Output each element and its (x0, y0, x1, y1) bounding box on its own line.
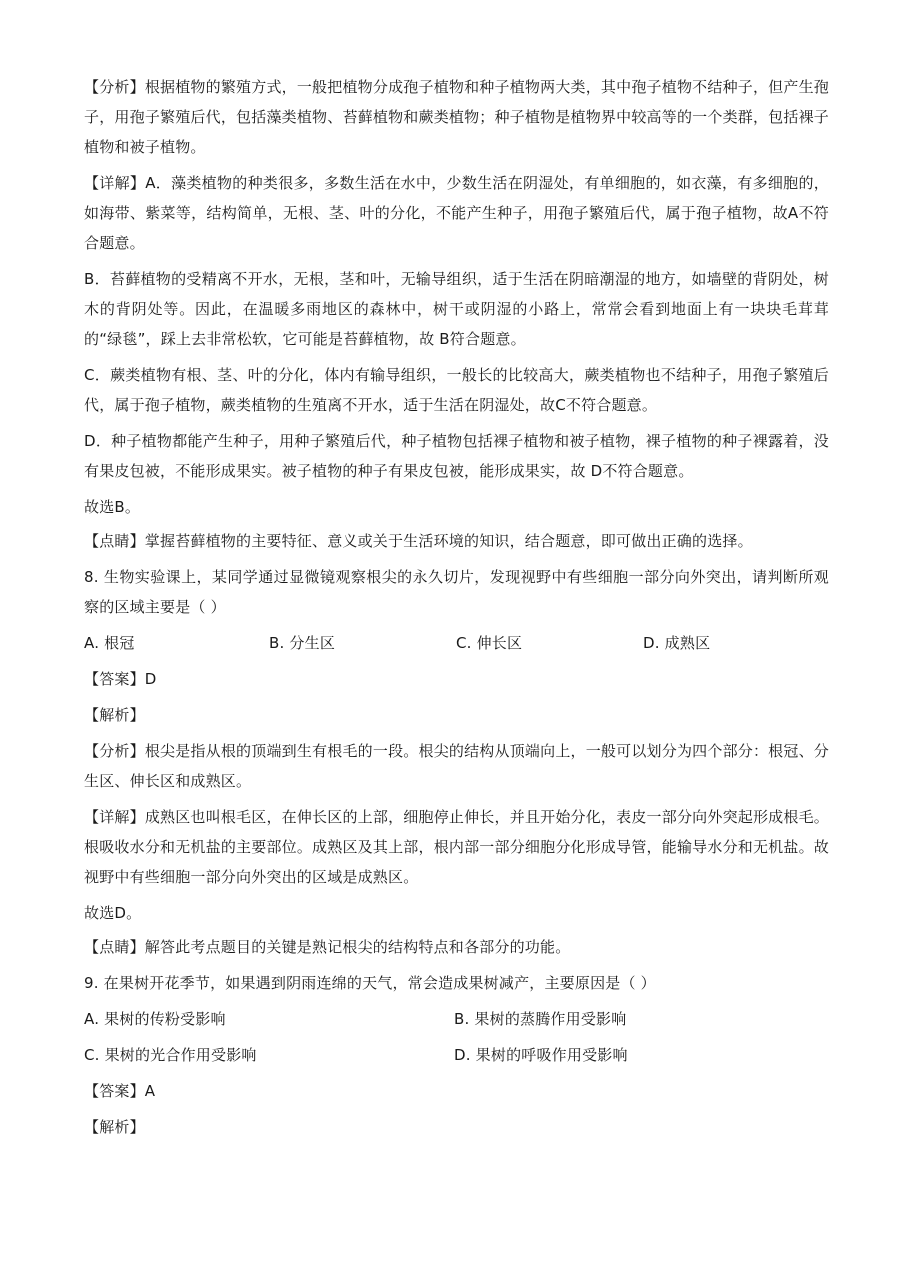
q9-options-row-1 (84, 1004, 829, 1034)
q8-options (84, 628, 829, 658)
q7-detail-b: B．苔藓植物的受精离不开水，无根，茎和叶，无输导组织，适于生活在阴暗潮湿的地方，如墙壁的背阴处，树木的背阴处等。因此，在温暖多雨地区的森林中，树干或阴湿的小路上，常常会看到地面上有一块块毛茸茸的“绿毯”，踩上去非常松软，它可能是苔藓植物，故 B符合题意。 (84, 270, 829, 348)
q8-analysis: 【分析】根尖是指从根的顶端到生有根毛的一段。根尖的结构从顶端向上，一般可以划分为四个部分：根冠、分生区、伸长区和成熟区。 (84, 742, 829, 790)
q9-stem: 9. 在果树开花季节，如果遇到阴雨连绵的天气，常会造成果树减产，主要原因是（ ） (84, 974, 656, 992)
q9-option-d: D. 果树的呼吸作用受影响 (454, 1046, 628, 1064)
q9-answer: 【答案】A (84, 1082, 156, 1100)
q9-parse-heading: 【解析】 (84, 1118, 145, 1136)
q8-comment: 【点睛】解答此考点题目的关键是熟记根尖的结构特点和各部分的功能。 (84, 938, 571, 956)
q8-answer: 【答案】D (84, 670, 157, 688)
q9-option-a: A. 果树的传粉受影响 (84, 1010, 226, 1028)
q7-detail-c: C．蕨类植物有根、茎、叶的分化，体内有输导组织，一般长的比较高大，蕨类植物也不结种子，用孢子繁殖后代，属于孢子植物，蕨类植物的生殖离不开水，适于生活在阴湿处，故C不符合题意。 (84, 366, 829, 414)
q8-choice: 故选D。 (84, 904, 142, 922)
q7-detail-a: 【详解】A．藻类植物的种类很多，多数生活在水中，少数生活在阴湿处，有单细胞的，如衣藻，有多细胞的，如海带、紫菜等，结构简单，无根、茎、叶的分化，不能产生种子，用孢子繁殖后代，属于孢子植物，故A不符合题意。 (84, 174, 829, 252)
q9-options-row-2 (84, 1040, 829, 1070)
q7-detail-d: D．种子植物都能产生种子，用种子繁殖后代，种子植物包括裸子植物和被子植物，裸子植物的种子裸露着，没有果皮包被，不能形成果实。被子植物的种子有果皮包被，能形成果实，故 D不符合题意。 (84, 432, 829, 480)
q8-option-b: B. 分生区 (269, 634, 336, 652)
q7-choice: 故选B。 (84, 498, 141, 516)
q8-option-d: D. 成熟区 (643, 634, 711, 652)
q9-option-c: C. 果树的光合作用受影响 (84, 1046, 257, 1064)
q9-option-b: B. 果树的蒸腾作用受影响 (454, 1010, 627, 1028)
q8-option-a: A. 根冠 (84, 634, 135, 652)
q8-parse-heading: 【解析】 (84, 706, 145, 724)
document-page (84, 72, 829, 1148)
q8-option-c: C. 伸长区 (456, 634, 523, 652)
q7-comment: 【点睛】掌握苔藓植物的主要特征、意义或关于生活环境的知识，结合题意，即可做出正确的选择。 (84, 532, 753, 550)
q8-detail: 【详解】成熟区也叫根毛区，在伸长区的上部，细胞停止伸长，并且开始分化，表皮一部分向外突起形成根毛。根吸收水分和无机盐的主要部位。成熟区及其上部，根内部一部分细胞分化形成导管，能输导水分和无机盐。故视野中有些细胞一部分向外突出的区域是成熟区。 (84, 808, 829, 886)
q7-analysis: 【分析】根据植物的繁殖方式，一般把植物分成孢子植物和种子植物两大类，其中孢子植物不结种子，但产生孢子，用孢子繁殖后代，包括藻类植物、苔藓植物和蕨类植物；种子植物是植物界中较高等的一个类群，包括裸子植物和被子植物。 (84, 78, 829, 156)
q8-stem: 8. 生物实验课上，某同学通过显微镜观察根尖的永久切片，发现视野中有些细胞一部分向外突出，请判断所观察的区域主要是（ ） (84, 568, 829, 616)
